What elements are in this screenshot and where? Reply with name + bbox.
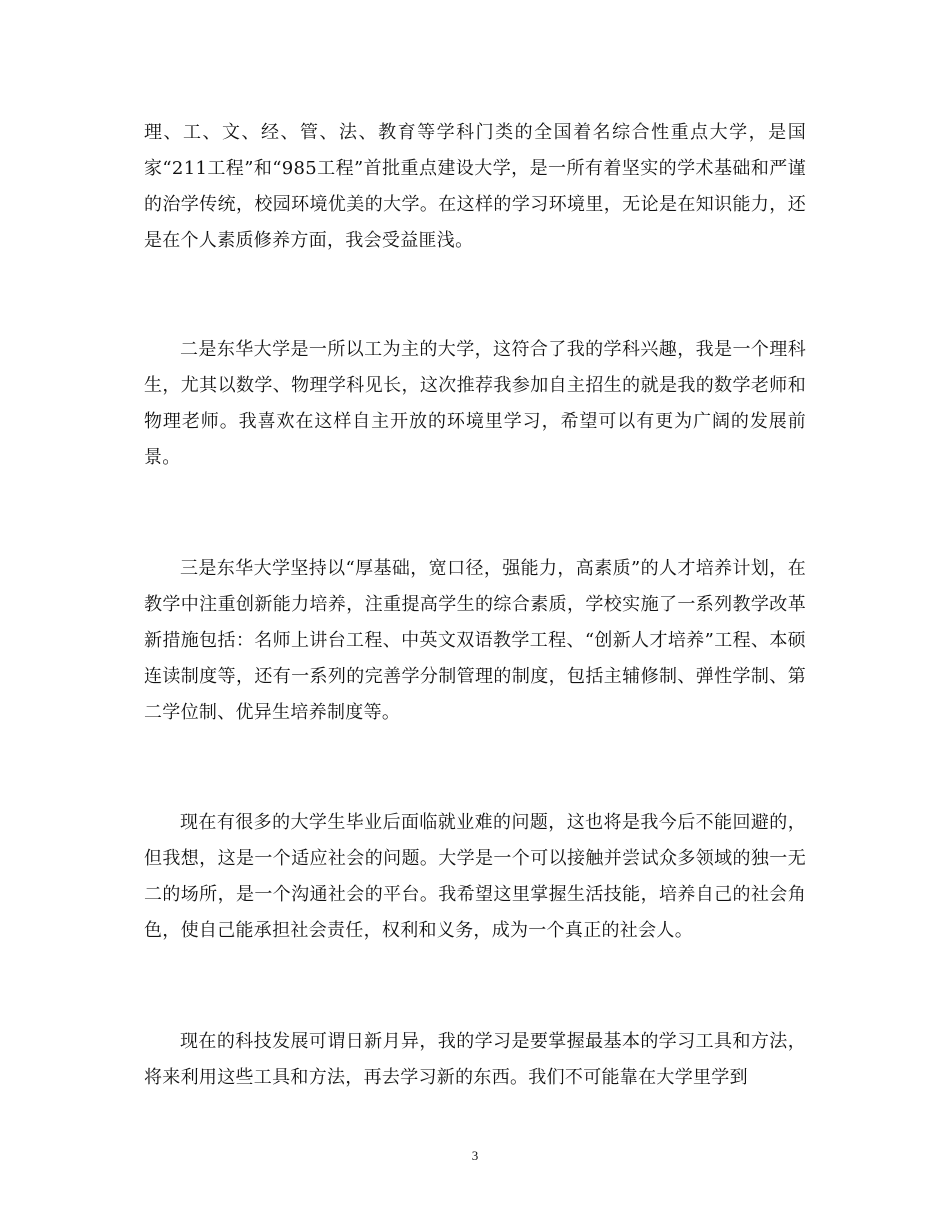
paragraph-employment: 现在有很多的大学生毕业后面临就业难的问题，这也将是我今后不能回避的，但我想，这是一个适应社会的问题。大学是一个可以接触并尝试众多领域的独一无二的场所，是一个沟通社会的平台。我希望这里掌握生活技能，培养自己的社会角色，使自己能承担社会责任，权利和义务，成为一个真正的社会人。 <box>144 812 806 941</box>
paragraph-third-reason: 三是东华大学坚持以“厚基础，宽口径，强能力，高素质”的人才培养计划，在教学中注重创新能力培养，注重提高学生的综合素质，学校实施了一系列教学改革新措施包括：名师上讲台工程、中英文双语教学工程、“创新人才培养”工程、本硕连读制度等，还有一系列的完善学分制管理的制度，包括主辅修制、弹性学制、第二学位制、优异生培养制度等。 <box>144 558 806 723</box>
page-number: 3 <box>471 1148 479 1163</box>
paragraph-continuation: 理、工、文、经、管、法、教育等学科门类的全国着名综合性重点大学，是国家“211工程”和“985工程”首批重点建设大学，是一所有着坚实的学术基础和严谨的治学传统，校园环境优美的大学。在这样的学习环境里，无论是在知识能力，还是在个人素质修养方面，我会受益匪浅。 <box>144 122 806 251</box>
paragraph-second-reason: 二是东华大学是一所以工为主的大学，这符合了我的学科兴趣，我是一个理科生，尤其以数学、物理学科见长，这次推荐我参加自主招生的就是我的数学老师和物理老师。我喜欢在这样自主开放的环境里学习，希望可以有更为广阔的发展前景。 <box>144 339 806 468</box>
paragraph-technology: 现在的科技发展可谓日新月异，我的学习是要掌握最基本的学习工具和方法，将来利用这些工具和方法，再去学习新的东西。我们不可能靠在大学里学到 <box>144 1031 806 1088</box>
